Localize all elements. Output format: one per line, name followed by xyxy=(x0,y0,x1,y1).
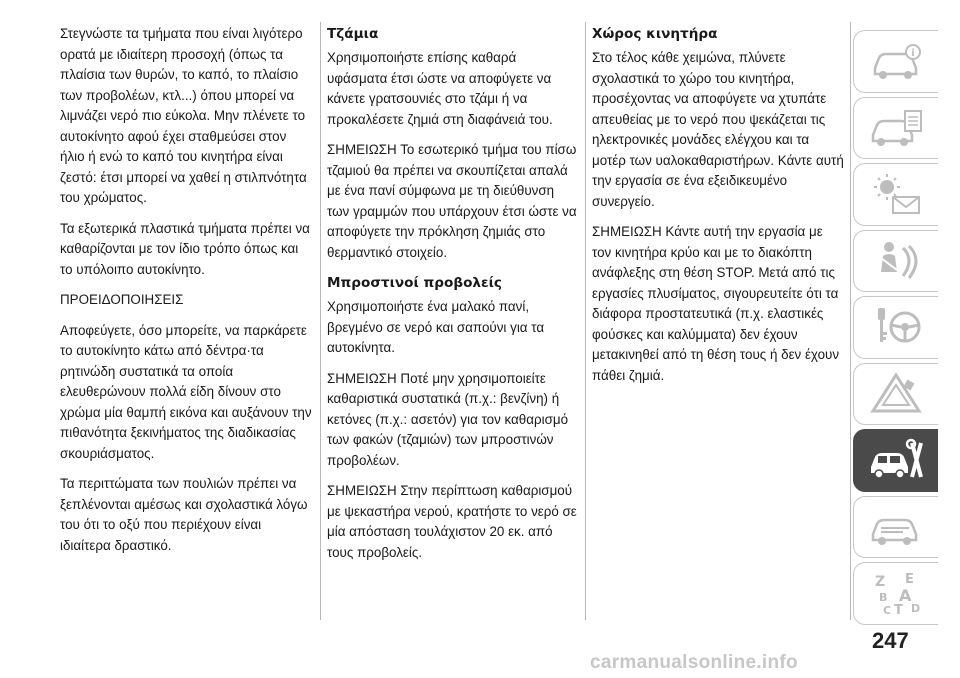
car-maintenance-icon xyxy=(867,437,925,483)
column-divider-1 xyxy=(320,22,321,620)
paragraph-bird-droppings: Τα περιττώματα των πουλιών πρέπει να ξεπλένονται αμέσως και σχολαστικά λόγω του ότι το οξύ που περιέχουν είναι ιδιαίτερα δραστικό. xyxy=(60,476,308,553)
tab-technical-specs[interactable] xyxy=(853,496,938,559)
page-number: 247 xyxy=(872,628,909,653)
paragraph-plastic-parts: Τα εξωτερικά πλαστικά τμήματα πρέπει να καθαρίζονται με τον ίδιο τρόπο όπως και το υπόλοιπο αυτοκίνητο. xyxy=(60,220,310,277)
index-letter-t: T xyxy=(894,603,903,617)
tab-maintenance[interactable] xyxy=(853,429,938,492)
note-headlight-solvents: ΣΗΜΕΙΩΣΗ Ποτέ μην χρησιμοποιείτε καθαριστικά συστατικά (π.χ.: βενζίνη) ή κετόνες (π.χ.: ασετόν) για τον καθαρισμό των φακών (τζαμιών) των μπροστινών προβολέων. xyxy=(327,370,569,468)
watermark: carmanualsonline.info xyxy=(590,652,798,673)
svg-text:i: i xyxy=(911,48,915,60)
index-letter-e: E xyxy=(905,572,914,588)
tab-vehicle-info[interactable] xyxy=(853,30,938,93)
paragraph-drying: Στεγνώστε τα τμήματα που είναι λιγότερο ορατά με ιδιαίτερη προσοχή (όπως τα πλαίσια των θυρών, το καπό, το πλαίσιο των προβολέων, κτλ...) όπου μπορεί να λιμνάζει νερό πιο εύκολα. Μην πλένετε το αυτοκίνητο αφού έχει σταθμεύσει στον ήλιο ή ενώ το καπό του κινητήρα είναι ζεστό: έτσι μπορεί να χαθεί η στιλπνότητα του χρώματος. xyxy=(60,26,307,205)
car-specs-icon xyxy=(867,504,925,550)
tab-warning-lights[interactable] xyxy=(853,163,938,226)
heading-windows: Τζάμια xyxy=(327,26,379,42)
warning-lights-icon xyxy=(867,171,925,217)
index-letter-z: Z xyxy=(875,574,886,591)
breakdown-warning-triangle-icon xyxy=(867,371,925,417)
index-letter-d: D xyxy=(911,602,921,616)
paragraph-windows-cloths: Χρησιμοποιήστε επίσης καθαρά υφάσματα έτσι ώστε να αποφύγετε να κάνετε γρατσουνιές στο τζάμι ή να προκαλέσετε ζημιά στη διαφάνειά του. xyxy=(327,50,553,127)
heading-engine-compartment: Χώρος κινητήρα xyxy=(592,26,718,42)
alphabetical-index-icon xyxy=(867,570,925,616)
paragraph-headlights-cloth: Χρησιμοποιήστε ένα μαλακό πανί, βρεγμένο σε νερό και σαπούνι για τα αυτοκίνητα. xyxy=(327,299,545,355)
paragraph-trees: Αποφεύγετε, όσο μπορείτε, να παρκάρετε το αυτοκίνητο κάτω από δέντρα·τα ρητινώδη συστατικά τα οποία ελευθερώνουν πολλά είδη δίνουν στο χρώμα μία θαμπή εικόνα και αυξάνουν την πιθανότητα ξεκινήματος της διαδικασίας σκουριάσματος. xyxy=(60,322,312,461)
note-headlight-water-jet: ΣΗΜΕΙΩΣΗ Στην περίπτωση καθαρισμού με ψεκαστήρα νερού, κρατήστε το νερό σε μία απόσταση τουλάχιστον 20 εκ. από τους προβολείς. xyxy=(327,483,577,560)
tab-starting-driving[interactable] xyxy=(853,296,938,359)
tab-safety[interactable] xyxy=(853,230,938,293)
car-info-icon xyxy=(867,38,925,84)
column-divider-3 xyxy=(850,22,851,620)
tab-emergency[interactable] xyxy=(853,363,938,426)
column-left xyxy=(60,24,312,566)
index-letter-a: A xyxy=(899,586,912,606)
key-steering-wheel-icon xyxy=(867,304,925,350)
warnings-heading: ΠΡΟΕΙΔΟΠΟΙΗΣΕΙΣ xyxy=(60,292,184,307)
column-middle xyxy=(327,24,579,573)
tab-knowing-car[interactable] xyxy=(853,97,938,160)
column-divider-2 xyxy=(585,22,586,620)
car-manual-icon xyxy=(867,105,925,151)
tab-index[interactable] xyxy=(853,562,938,625)
index-letter-c: C xyxy=(883,604,892,617)
index-letter-b: B xyxy=(879,591,888,605)
heading-headlights: Μπροστινοί προβολείς xyxy=(327,275,502,291)
section-tabs xyxy=(853,30,938,629)
seatbelt-airbag-icon xyxy=(867,238,925,284)
note-engine-cold: ΣΗΜΕΙΩΣΗ Κάντε αυτή την εργασία με τον κινητήρα κρύο και με το διακόπτη ανάφλεξης στη θέση STOP. Μετά από τις εργασίες πλυσίματος, σιγουρευτείτε ότι τα διάφορα προστατευτικά (π.χ. ελαστικές φούσκες και καλύμματα) δεν έχουν μετακινηθεί από τη θέση τους ή δεν έχουν πάθει ζημιά. xyxy=(592,224,840,383)
paragraph-engine-washing: Στο τέλος κάθε χειμώνα, πλύνετε σχολαστικά το χώρο του κινητήρα, προσέχοντας να αποφύγετε να χτυπάτε απευθείας με το νερό που ψεκάζεται τις ηλεκτρονικές μονάδες ελέγχου και τα μοτέρ των υαλοκαθαριστήρων. Κάντε αυτή την εργασία σε ένα εξειδικευμένο συνεργείο. xyxy=(592,50,844,209)
column-right xyxy=(592,24,844,396)
note-rear-window: ΣΗΜΕΙΩΣΗ Το εσωτερικό τμήμα του πίσω τζαμιού θα πρέπει να σκουπίζεται απαλά με ένα πανί σύμφωνα με τη διεύθυνση των γραμμών που υπάρχουν έτσι ώστε να αποφύγετε την πρόκληση ζημιάς στο θερμαντικό στοιχείο. xyxy=(327,142,577,260)
